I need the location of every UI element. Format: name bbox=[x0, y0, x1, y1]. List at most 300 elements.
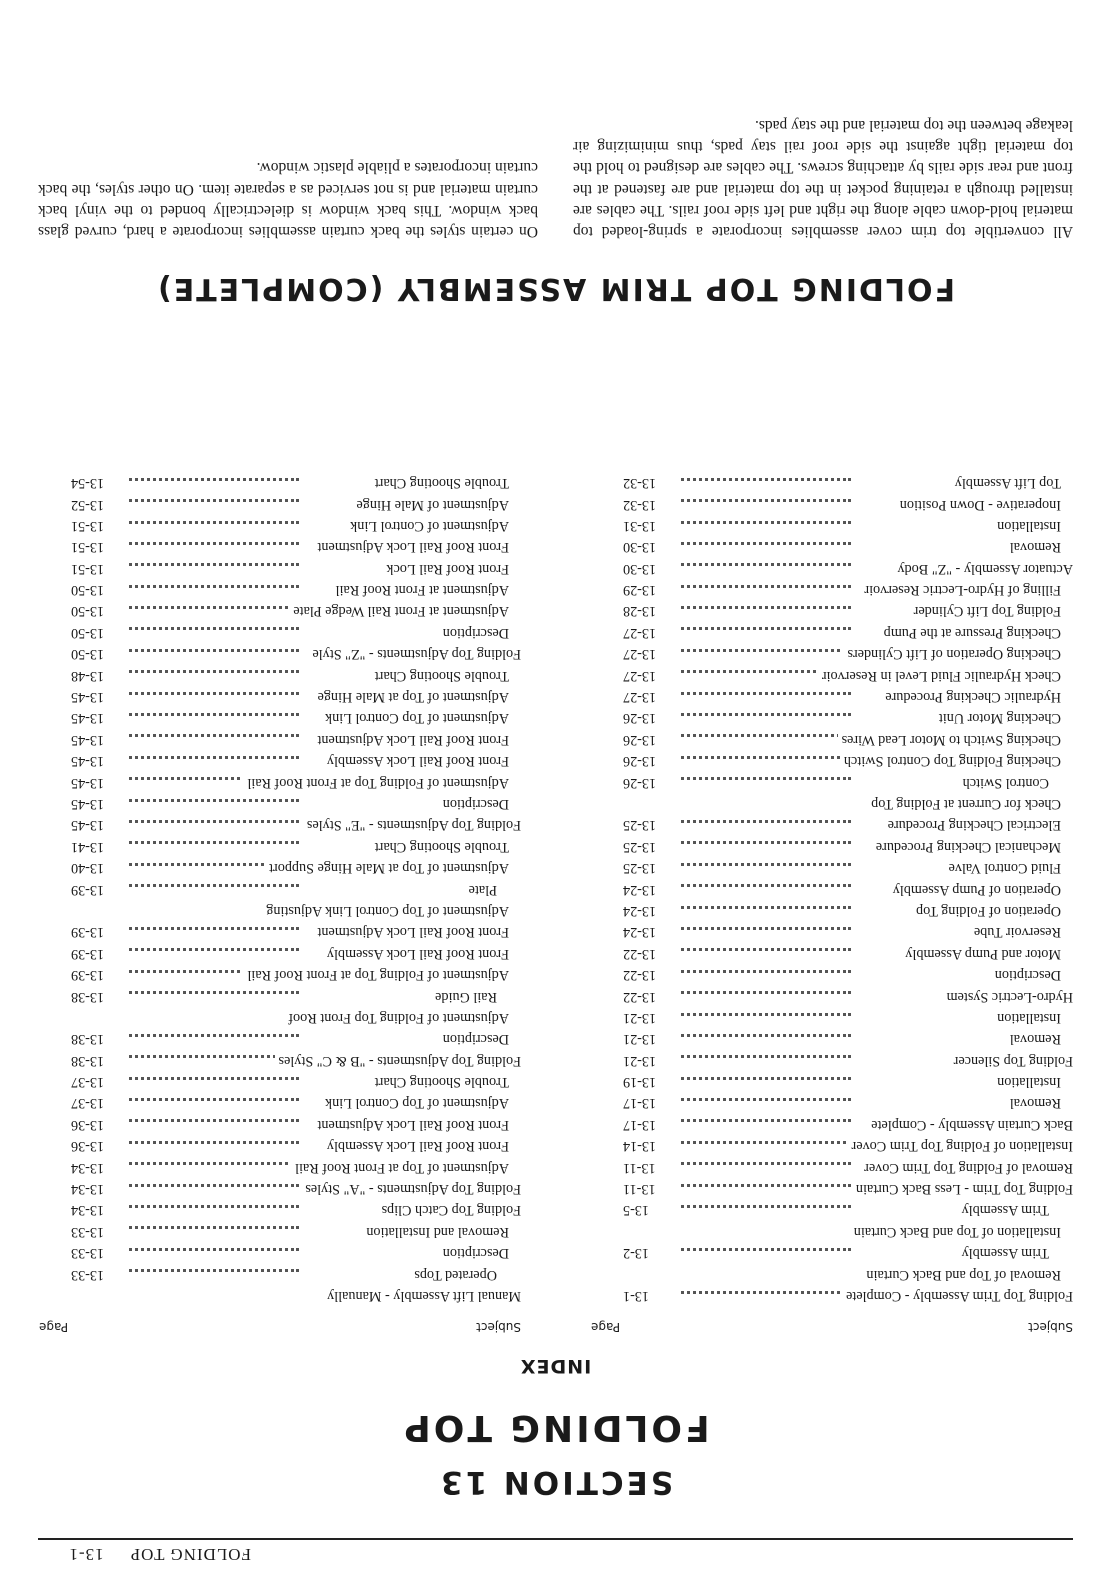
leader-dots bbox=[681, 713, 851, 716]
leader-dots bbox=[681, 863, 851, 866]
index-entry-title: Inoperative - Down Position bbox=[896, 497, 1061, 513]
index-entry-page: 13-50 bbox=[71, 603, 105, 620]
index-entry-title: Motor and Pump Assembly bbox=[901, 946, 1061, 962]
leader-dots bbox=[681, 820, 851, 823]
index-entry-title: Front Roof Rail Lock Assembly bbox=[323, 946, 509, 962]
index-entry-page: 13-50 bbox=[71, 646, 105, 663]
index-entry-page: 13-22 bbox=[623, 988, 657, 1005]
index-entry-title: Checking Motor Unit bbox=[935, 710, 1061, 726]
index-entry bbox=[71, 964, 521, 985]
index-entry bbox=[623, 1007, 1073, 1028]
leader-dots bbox=[129, 1205, 299, 1208]
index-entry-page: 13-34 bbox=[71, 1202, 105, 1219]
index-entry-page: 13-45 bbox=[71, 817, 105, 834]
leader-dots bbox=[681, 542, 851, 545]
index-entry bbox=[71, 1071, 521, 1092]
leader-dots bbox=[681, 948, 851, 951]
leader-dots bbox=[681, 884, 851, 887]
index-entry-page: 13-28 bbox=[623, 603, 657, 620]
leader-dots bbox=[681, 777, 851, 780]
index-entry-page: 13-24 bbox=[623, 881, 657, 898]
leader-dots bbox=[129, 1098, 299, 1101]
leader-dots bbox=[681, 628, 851, 631]
index-entry bbox=[623, 1113, 1073, 1134]
index-entry-page: 13-14 bbox=[623, 1138, 657, 1155]
index-entry-title: Adjustment of Folding Top at Front Roof Rail bbox=[243, 967, 509, 983]
index-entry bbox=[623, 857, 1073, 878]
index-entry-title: Front Roof Rail Lock Assembly bbox=[323, 753, 509, 769]
index-entry bbox=[71, 1135, 521, 1156]
index-entry-page: 13-37 bbox=[71, 1074, 105, 1091]
index-entry-title: Folding Top Lift Cylinder bbox=[910, 604, 1061, 620]
index-entry-page: 13-38 bbox=[71, 1052, 105, 1069]
index-entry bbox=[623, 1199, 1073, 1220]
index-entry-page: 13-21 bbox=[623, 1031, 657, 1048]
index-entry-page: 13-22 bbox=[623, 945, 657, 962]
subject-header: Subject bbox=[1028, 1320, 1073, 1334]
index-entry bbox=[623, 515, 1073, 536]
index-entry-title: Trim Assembly bbox=[958, 1245, 1049, 1261]
index-entry bbox=[623, 600, 1073, 621]
index-entry bbox=[623, 1242, 1073, 1263]
index-entry-title: Check for Current at Folding Top bbox=[867, 796, 1061, 812]
index-entry-title: Hydro-Lectric System bbox=[943, 989, 1073, 1005]
index-entry bbox=[623, 793, 1073, 814]
leader-dots bbox=[681, 1098, 851, 1101]
index-entry-page: 13-50 bbox=[71, 582, 105, 599]
index-entry-page: 13-40 bbox=[71, 860, 105, 877]
index-entry-page: 13-26 bbox=[623, 753, 657, 770]
index-entry bbox=[71, 771, 521, 792]
index-entry bbox=[71, 750, 521, 771]
index-entry bbox=[71, 579, 521, 600]
index-entry-page: 13-25 bbox=[623, 817, 657, 834]
index-entry-title: Back Curtain Assembly - Complete bbox=[867, 1117, 1073, 1133]
leader-dots bbox=[129, 563, 299, 566]
index-entry bbox=[623, 1263, 1073, 1284]
index-entry-title: Removal bbox=[1006, 1031, 1061, 1047]
index-entry-page: 13-45 bbox=[71, 689, 105, 706]
leader-dots bbox=[129, 1162, 299, 1165]
index-entry-page: 13-41 bbox=[71, 838, 105, 855]
index-entry-page: 13-11 bbox=[623, 1159, 656, 1176]
index-entry-page: 13-2 bbox=[623, 1245, 650, 1262]
index-entry-title: Installation of Folding Top Trim Cover bbox=[848, 1138, 1073, 1154]
index-entry-page: 13-48 bbox=[71, 667, 105, 684]
index-entry-page: 13-45 bbox=[71, 753, 105, 770]
index-entry-title: Actuator Assembly - "Z" Body bbox=[893, 561, 1073, 577]
index-entry-title: Adjustment at Front Roof Rail bbox=[332, 582, 509, 598]
index-entry-page: 13-27 bbox=[623, 689, 657, 706]
index-entry-page: 13-37 bbox=[71, 1095, 105, 1112]
leader-dots bbox=[129, 542, 299, 545]
index-entry-title: Adjustment of Top at Male Hinge bbox=[314, 689, 509, 705]
index-entry-page: 13-52 bbox=[71, 496, 105, 513]
index-entry bbox=[623, 771, 1073, 792]
index-entry-title: Adjustment of Top at Male Hinge Support bbox=[265, 860, 509, 876]
index-entry-title: Checking Pressure at the Pump bbox=[880, 625, 1061, 641]
index-entry-title: Adjustment at Front Rail Wedge Plate bbox=[289, 604, 509, 620]
index-entry-page: 13-34 bbox=[71, 1181, 105, 1198]
running-header bbox=[21, 1544, 251, 1564]
index-entry-page: 13-32 bbox=[623, 475, 657, 492]
index-entry bbox=[623, 728, 1073, 749]
running-header-title: FOLDING TOP bbox=[129, 1545, 251, 1564]
index-entry bbox=[623, 557, 1073, 578]
index-entry-title: Folding Top Adjustments - "E" Styles bbox=[303, 817, 521, 833]
leader-dots bbox=[129, 1184, 299, 1187]
index-entry bbox=[623, 964, 1073, 985]
index-entry-title: Removal bbox=[1006, 539, 1061, 555]
index-entry-page: 13-33 bbox=[71, 1223, 105, 1240]
index-entry bbox=[71, 643, 521, 664]
index-entry bbox=[71, 686, 521, 707]
leader-dots bbox=[129, 521, 299, 524]
index-entry bbox=[623, 921, 1073, 942]
leader-dots bbox=[681, 927, 851, 930]
index-entry-title: Removal and Installation bbox=[362, 1224, 509, 1240]
index-entry bbox=[623, 835, 1073, 856]
leader-dots bbox=[129, 585, 299, 588]
index-entry-page: 13-26 bbox=[623, 710, 657, 727]
index-entry-title: Folding Top Silencer bbox=[950, 1053, 1073, 1069]
leader-dots bbox=[129, 841, 299, 844]
index-entry bbox=[623, 985, 1073, 1006]
leader-dots bbox=[129, 670, 299, 673]
index-entry-page: 13-33 bbox=[71, 1245, 105, 1262]
index-entry-page: 13-25 bbox=[623, 860, 657, 877]
index-entry bbox=[71, 728, 521, 749]
leader-dots bbox=[129, 734, 299, 737]
index-entry-title: Adjustment of Top Control Link bbox=[321, 710, 509, 726]
index-entry bbox=[623, 493, 1073, 514]
leader-dots bbox=[681, 970, 851, 973]
index-entry bbox=[71, 1113, 521, 1134]
leader-dots bbox=[681, 1205, 851, 1208]
index-entry-title: Operation of Pump Assembly bbox=[889, 882, 1061, 898]
index-entry bbox=[71, 900, 521, 921]
leader-dots bbox=[681, 1162, 851, 1165]
index-entry bbox=[71, 472, 521, 493]
index-entry-title: Electrical Checking Procedure bbox=[884, 817, 1061, 833]
index-entry bbox=[71, 793, 521, 814]
index-entry-page: 13-54 bbox=[71, 475, 105, 492]
leader-dots bbox=[129, 820, 299, 823]
column-header bbox=[39, 1314, 521, 1334]
chapter-title: FOLDING TOP bbox=[401, 1407, 710, 1448]
leader-dots bbox=[129, 1119, 299, 1122]
leader-dots bbox=[681, 521, 851, 524]
leader-dots bbox=[681, 1034, 851, 1037]
index-entry-title: Adjustment of Male Hinge bbox=[353, 497, 510, 513]
index-entry bbox=[71, 664, 521, 685]
index-entry bbox=[71, 1156, 521, 1177]
leader-dots bbox=[681, 906, 851, 909]
index-entry-title: Adjustment of Top Control Link Adjusting bbox=[262, 903, 509, 919]
index-entry bbox=[71, 493, 521, 514]
index-entry bbox=[71, 1242, 521, 1263]
index-entry-page: 13-30 bbox=[623, 560, 657, 577]
index-entry-title: Reservoir Tube bbox=[970, 924, 1061, 940]
leader-dots bbox=[681, 1248, 851, 1251]
index-entry bbox=[71, 814, 521, 835]
leader-dots bbox=[129, 1077, 299, 1080]
index-entry-page: 13-51 bbox=[71, 539, 105, 556]
index-entry-title: Check Hydraulic Fluid Level in Reservoir bbox=[818, 668, 1061, 684]
index-entry-title: Operation of Folding Top bbox=[912, 903, 1061, 919]
index-entry-page: 13-27 bbox=[623, 646, 657, 663]
leader-dots bbox=[681, 585, 851, 588]
index-entry-page: 13-17 bbox=[623, 1095, 657, 1112]
index-entry-title: Description bbox=[439, 796, 509, 812]
leader-dots bbox=[129, 1141, 299, 1144]
index-entry bbox=[71, 600, 521, 621]
index-entry-title: Fluid Control Valve bbox=[945, 860, 1061, 876]
index-entry-title: Removal of Top and Back Curtain bbox=[862, 1267, 1061, 1283]
index-entry-title: Folding Top Trim - Less Back Curtain bbox=[852, 1181, 1073, 1197]
index-entry-page: 13-22 bbox=[623, 967, 657, 984]
index-entry bbox=[71, 1263, 521, 1284]
index-entry-title: Rail Guide bbox=[431, 989, 497, 1005]
index-entry bbox=[623, 472, 1073, 493]
page-header: Page bbox=[591, 1320, 621, 1334]
index-entry bbox=[71, 515, 521, 536]
paragraph-cable: All convertible top trim cover assemblies incorporate a spring-loaded top material hold-down cable along the right and left side roof rails. The cables are installed through a retaining pocket in the top material and are fastened at the front and rear side rails by attaching screws. The cables are designed to hold the top material tight against the side roof rail stay pads, thus minimizing air leakage between the top material and the stay pads. bbox=[573, 116, 1073, 240]
index-entry-page: 13-24 bbox=[623, 902, 657, 919]
index-entry-title: Trouble Shooting Chart bbox=[371, 668, 509, 684]
running-header-page: 13-1 bbox=[68, 1545, 104, 1564]
leader-dots bbox=[681, 649, 851, 652]
index-entry-page: 13-51 bbox=[71, 560, 105, 577]
trim-assembly-heading: FOLDING TOP TRIM ASSEMBLY (COMPLETE) bbox=[155, 271, 956, 306]
index-entry-title: Mechanical Checking Procedure bbox=[872, 839, 1061, 855]
index-entry-title: Description bbox=[991, 967, 1061, 983]
index-entry-title: Checking Operation of Lift Cylinders bbox=[843, 646, 1061, 662]
index-entry-page: 13-45 bbox=[71, 731, 105, 748]
leader-dots bbox=[129, 606, 299, 609]
index-entry bbox=[623, 1028, 1073, 1049]
index-entry-page: 13-26 bbox=[623, 774, 657, 791]
index-entry bbox=[71, 707, 521, 728]
index-title: INDEX bbox=[519, 1355, 592, 1377]
index-entry bbox=[623, 1071, 1073, 1092]
leader-dots bbox=[129, 991, 299, 994]
index-entry bbox=[71, 1049, 521, 1070]
index-entry bbox=[71, 878, 521, 899]
index-entry bbox=[71, 942, 521, 963]
index-entry bbox=[71, 1028, 521, 1049]
leader-dots bbox=[681, 499, 851, 502]
index-entry-page: 13-1 bbox=[623, 1288, 650, 1304]
index-entry bbox=[71, 1199, 521, 1220]
index-entry-page: 13-11 bbox=[623, 1181, 656, 1198]
leader-dots bbox=[681, 692, 851, 695]
index-entry-page: 13-50 bbox=[71, 624, 105, 641]
index-entry-page: 13-39 bbox=[71, 967, 105, 984]
index-entry-page: 13-39 bbox=[71, 881, 105, 898]
index-entry-page: 13-51 bbox=[71, 517, 105, 534]
index-entry-page: 13-5 bbox=[623, 1202, 650, 1219]
index-list-left bbox=[623, 472, 1073, 1306]
index-entry bbox=[623, 707, 1073, 728]
index-entry-title: Folding Top Adjustments - "B & C" Styles bbox=[275, 1053, 521, 1069]
leader-dots bbox=[681, 1119, 851, 1122]
index-entry bbox=[623, 900, 1073, 921]
index-entry-title: Front Roof Rail Lock Adjustment bbox=[313, 1117, 509, 1133]
index-entry-page: 13-33 bbox=[71, 1266, 105, 1283]
index-entry-title: Adjustment of Top at Front Roof Rail bbox=[291, 1160, 509, 1176]
leader-dots bbox=[681, 1141, 851, 1144]
index-entry-page: 13-30 bbox=[623, 539, 657, 556]
leader-dots bbox=[681, 478, 851, 481]
index-list-right bbox=[71, 472, 521, 1306]
index-entry-title: Installation bbox=[993, 1074, 1061, 1090]
index-entry-title: Top Lift Assembly bbox=[951, 475, 1061, 491]
index-entry-page: 13-45 bbox=[71, 774, 105, 791]
leader-dots bbox=[129, 948, 299, 951]
index-entry-page: 13-21 bbox=[623, 1009, 657, 1026]
leader-dots bbox=[681, 606, 851, 609]
index-entry bbox=[623, 814, 1073, 835]
index-entry bbox=[623, 579, 1073, 600]
index-entry bbox=[623, 686, 1073, 707]
index-entry bbox=[623, 942, 1073, 963]
leader-dots bbox=[681, 563, 851, 566]
index-entry bbox=[71, 857, 521, 878]
index-entry bbox=[71, 1220, 521, 1241]
index-entry-title: Plate bbox=[465, 882, 497, 898]
index-entry-page: 13-27 bbox=[623, 667, 657, 684]
index-entry-page: 13-45 bbox=[71, 710, 105, 727]
index-entry-page: 13-39 bbox=[71, 924, 105, 941]
index-entry-title: Installation bbox=[993, 518, 1061, 534]
index-entry bbox=[623, 878, 1073, 899]
index-entry-page: 13-21 bbox=[623, 1052, 657, 1069]
index-entry-title: Front Roof Rail Lock Adjustment bbox=[313, 924, 509, 940]
index-entry-title: Description bbox=[439, 1031, 509, 1047]
index-entry bbox=[71, 1285, 521, 1306]
index-entry-title: Trouble Shooting Chart bbox=[371, 475, 509, 491]
index-entry-title: Adjustment of Top Control Link bbox=[321, 1095, 509, 1111]
index-entry-title: Control Switch bbox=[959, 775, 1049, 791]
index-entry bbox=[71, 1007, 521, 1028]
index-entry-title: Installation bbox=[993, 1010, 1061, 1026]
index-entry bbox=[623, 750, 1073, 771]
index-entry-title: Front Roof Rail Lock Assembly bbox=[323, 1138, 509, 1154]
index-entry bbox=[71, 921, 521, 942]
header-rule bbox=[38, 1538, 1073, 1540]
leader-dots bbox=[129, 1034, 299, 1037]
index-entry-page: 13-26 bbox=[623, 731, 657, 748]
leader-dots bbox=[129, 1226, 299, 1229]
leader-dots bbox=[681, 841, 851, 844]
index-entry-page: 13-39 bbox=[71, 945, 105, 962]
subject-header: Subject bbox=[476, 1320, 521, 1334]
index-entry-title: Hydraulic Checking Procedure bbox=[881, 689, 1061, 705]
leader-dots bbox=[129, 927, 299, 930]
index-entry-page: 13-34 bbox=[71, 1159, 105, 1176]
index-entry-page: 13-38 bbox=[71, 1031, 105, 1048]
index-entry-title: Description bbox=[439, 1245, 509, 1261]
index-entry-page: 13-19 bbox=[623, 1074, 657, 1091]
leader-dots bbox=[129, 478, 299, 481]
index-entry bbox=[623, 622, 1073, 643]
section-title: SECTION 13 bbox=[437, 1464, 674, 1500]
index-entry-page: 13-45 bbox=[71, 796, 105, 813]
page-header: Page bbox=[39, 1320, 69, 1334]
column-header bbox=[591, 1314, 1073, 1334]
leader-dots bbox=[129, 1055, 299, 1058]
leader-dots bbox=[129, 799, 299, 802]
index-entry-title: Adjustment of Folding Top Front Roof bbox=[284, 1010, 509, 1026]
index-entry bbox=[623, 1178, 1073, 1199]
leader-dots bbox=[681, 1291, 851, 1294]
leader-dots bbox=[129, 1269, 299, 1272]
leader-dots bbox=[129, 1248, 299, 1251]
index-entry bbox=[71, 1178, 521, 1199]
leader-dots bbox=[129, 499, 299, 502]
paragraph-back-window: On certain styles the back curtain assemblies incorporate a hard, curved glass back window. This back window is dielectrically bonded to the vinyl back curtain material and is not serviced as a separate item. On other styles, the back curtain incorporates a pliable plastic window. bbox=[38, 159, 538, 240]
index-entry bbox=[623, 643, 1073, 664]
index-entry-title: Front Roof Rail Lock bbox=[382, 561, 509, 577]
index-entry bbox=[623, 1220, 1073, 1241]
index-entry-title: Adjustment of Control Link bbox=[346, 518, 509, 534]
index-entry-title: Trouble Shooting Chart bbox=[371, 1074, 509, 1090]
index-entry-title: Folding Top Catch Clips bbox=[378, 1202, 521, 1218]
index-entry-title: Removal bbox=[1006, 1095, 1061, 1111]
index-entry-page: 13-36 bbox=[71, 1138, 105, 1155]
index-entry-page: 13-29 bbox=[623, 582, 657, 599]
index-entry-title: Front Roof Rail Lock Adjustment bbox=[313, 539, 509, 555]
index-entry-title: Folding Top Adjustments - "A" Styles bbox=[301, 1181, 521, 1197]
index-entry-title: Checking Switch to Motor Lead Wires bbox=[838, 732, 1061, 748]
index-entry bbox=[71, 622, 521, 643]
index-entry bbox=[71, 985, 521, 1006]
leader-dots bbox=[681, 1077, 851, 1080]
index-entry-title: Trim Assembly bbox=[958, 1202, 1049, 1218]
leader-dots bbox=[129, 713, 299, 716]
index-entry-title: Installation of Top and Back Curtain bbox=[850, 1224, 1061, 1240]
index-entry-page: 13-17 bbox=[623, 1116, 657, 1133]
leader-dots bbox=[129, 649, 299, 652]
index-entry bbox=[71, 1092, 521, 1113]
index-entry-title: Front Roof Rail Lock Adjustment bbox=[313, 732, 509, 748]
index-entry-title: Folding Top Trim Assembly - Complete bbox=[842, 1288, 1073, 1304]
leader-dots bbox=[681, 1013, 851, 1016]
index-entry bbox=[623, 1092, 1073, 1113]
leader-dots bbox=[681, 991, 851, 994]
index-entry bbox=[623, 1049, 1073, 1070]
index-entry-page: 13-31 bbox=[623, 517, 657, 534]
index-entry-title: Description bbox=[439, 625, 509, 641]
index-entry bbox=[623, 664, 1073, 685]
index-entry-page: 13-27 bbox=[623, 624, 657, 641]
leader-dots bbox=[681, 1184, 851, 1187]
index-entry-page: 13-25 bbox=[623, 838, 657, 855]
leader-dots bbox=[129, 756, 299, 759]
leader-dots bbox=[681, 734, 851, 737]
index-entry-page: 13-24 bbox=[623, 924, 657, 941]
index-entry-title: Checking Folding Top Control Switch bbox=[840, 753, 1061, 769]
index-entry bbox=[71, 536, 521, 557]
leader-dots bbox=[129, 692, 299, 695]
index-entry bbox=[71, 557, 521, 578]
index-entry-page: 13-32 bbox=[623, 496, 657, 513]
index-entry bbox=[71, 835, 521, 856]
index-entry-page: 13-36 bbox=[71, 1116, 105, 1133]
index-entry bbox=[623, 536, 1073, 557]
index-entry bbox=[623, 1285, 1073, 1306]
